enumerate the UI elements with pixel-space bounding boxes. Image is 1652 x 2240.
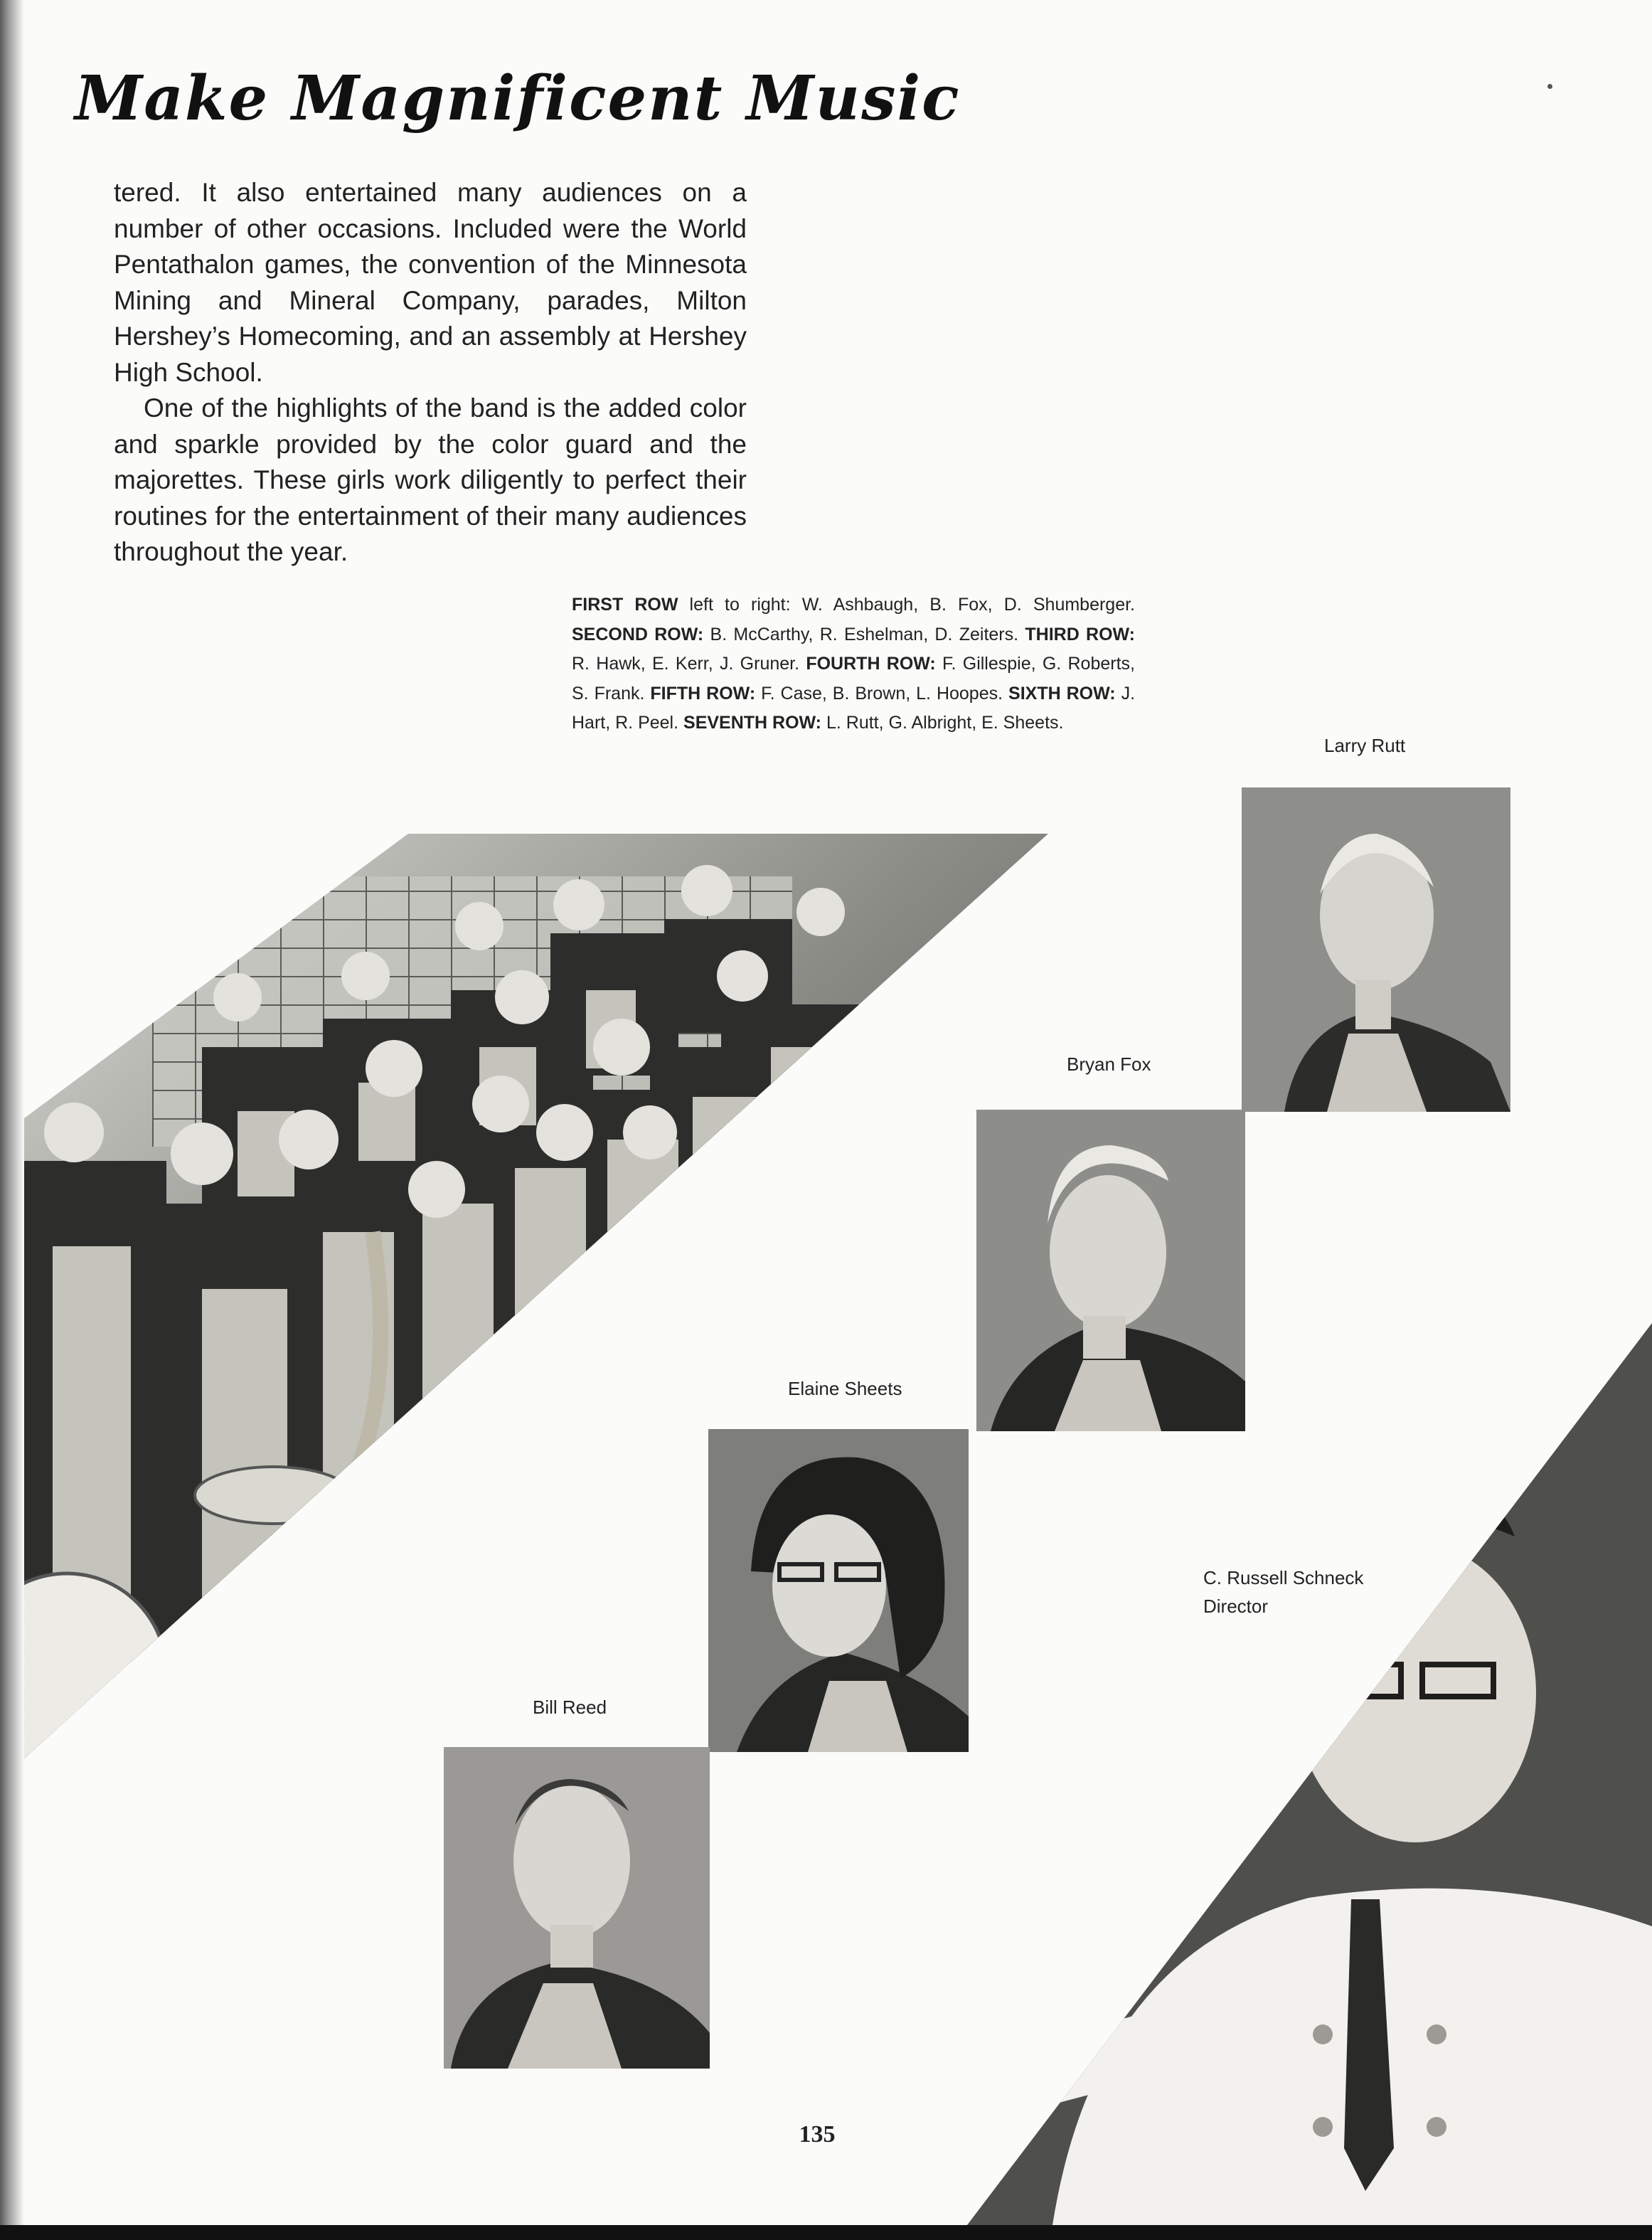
- body-paragraph: One of the highlights of the band is the added color and sparkle provided by the color guard and the majorettes. These girls work diligently to perfect their routines for the entertainment of their many audiences throughout the year.: [114, 393, 747, 566]
- roster-row-label: FIFTH ROW:: [650, 683, 756, 704]
- caption-bill-reed: Bill Reed: [533, 1697, 607, 1718]
- roster-row-label: SEVENTH ROW:: [683, 713, 822, 733]
- portrait-elaine-sheets-art: [708, 1429, 969, 1752]
- roster-row-label: SIXTH ROW:: [1008, 683, 1116, 704]
- page-number: 135: [799, 2121, 836, 2148]
- roster-row: [683, 713, 1063, 733]
- roster-row-names: F. Case, B. Brown, L. Hoopes.: [761, 683, 1003, 704]
- roster-row-label: FIRST ROW: [572, 595, 678, 615]
- band-roster-caption: [572, 590, 1135, 738]
- roster-row-label: FOURTH ROW:: [806, 654, 936, 674]
- page-binding-shadow: [0, 0, 24, 2240]
- roster-row-names: L. Rutt, G. Albright, E. Sheets.: [826, 713, 1064, 733]
- page-title: Make Magnificent Music: [75, 63, 961, 134]
- roster-row: [572, 595, 1135, 615]
- caption-bryan-fox: Bryan Fox: [1067, 1053, 1151, 1075]
- roster-row-names: B. McCarthy, R. Eshelman, D. Zeiters.: [710, 624, 1019, 644]
- director-title: Director: [1203, 1596, 1269, 1617]
- portrait-larry-rutt: [1242, 787, 1510, 1112]
- portrait-larry-rutt-art: [1242, 787, 1510, 1112]
- caption-larry-rutt: Larry Rutt: [1324, 735, 1406, 756]
- roster-row: [650, 684, 1003, 704]
- scan-bottom-edge: [0, 2225, 1652, 2240]
- roster-row-names: F. Gillespie, G. Roberts, S. Frank.: [572, 654, 1135, 704]
- roster-row: [572, 625, 1018, 644]
- roster-row-label: THIRD ROW:: [1025, 624, 1136, 644]
- roster-row-names: W. Ashbaugh, B. Fox, D. Shumberger.: [801, 595, 1135, 615]
- body-paragraph: tered. It also entertained many audiences on a number of other occasions. Included were the World Pentathalon games, the convention of the Minnesota Mining and Mineral Company, parades, Milton Hershey’s Homecoming, and an assembly at Hershey High School.: [114, 178, 747, 387]
- director-photo-art: [967, 1323, 1652, 2225]
- roster-row-label: SECOND ROW:: [572, 624, 704, 644]
- roster-row-names: R. Hawk, E. Kerr, J. Gruner.: [572, 654, 800, 674]
- portrait-bill-reed: [444, 1747, 710, 2069]
- roster-row-suffix: left to right:: [678, 595, 791, 615]
- roster-row-names: J. Hart, R. Peel.: [572, 683, 1136, 733]
- director-photo: [967, 1323, 1652, 2225]
- portrait-bill-reed-art: [444, 1747, 710, 2069]
- portrait-elaine-sheets: [708, 1429, 969, 1752]
- page-speck: [1547, 84, 1552, 89]
- caption-elaine-sheets: Elaine Sheets: [788, 1378, 902, 1399]
- body-text: [114, 175, 747, 570]
- director-name: C. Russell Schneck: [1203, 1567, 1364, 1588]
